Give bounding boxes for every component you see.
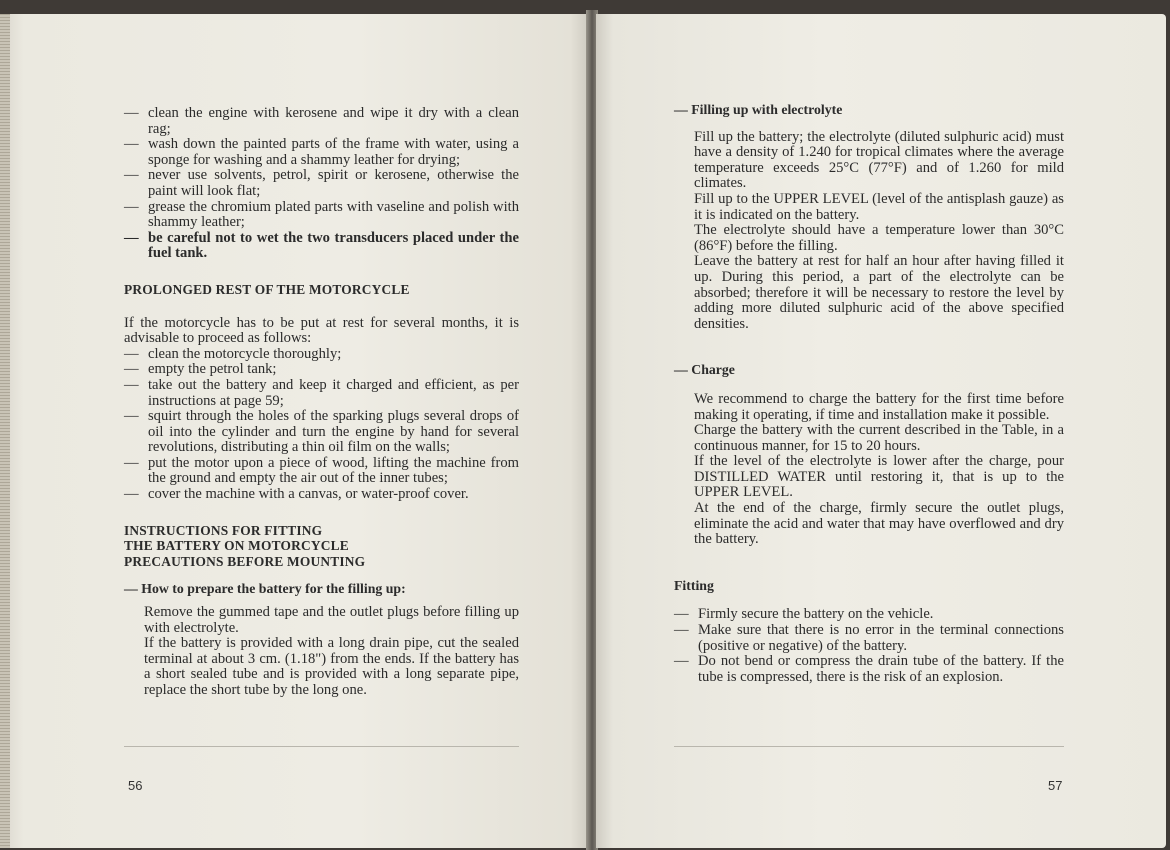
list-item-text: Make sure that there is no error in the terminal connections (positive or negative) of the battery. — [698, 622, 1064, 654]
list-item-text: put the motor upon a piece of wood, lifting the machine from the ground and empty the air out of the inner tubes; — [148, 454, 519, 487]
cleaning-list — [124, 106, 519, 262]
list-item: — Make sure that there is no error in the terminal connections (positive or negative) of the battery. — [674, 622, 1064, 654]
list-item-text: wash down the painted parts of the frame with water, using a sponge for washing and a shammy leather for drying; — [148, 136, 519, 168]
heading-prolonged-rest: PROLONGED REST OF THE MOTORCYCLE — [124, 281, 410, 297]
filling-paragraph-4: Leave the battery at rest for half an hour after having filled it up. During this period, a part of the electrolyte can be absorbed; therefore it will be necessary to restore the level by adding more diluted sulphuric acid of the above specified densities. — [694, 253, 1064, 332]
list-item-text: take out the battery and keep it charged and efficient, as per instructions at page 59; — [148, 376, 519, 409]
filling-paragraph-3: The electrolyte should have a temperature lower than 30°C (86°F) before the filling. — [694, 222, 1064, 254]
page-number: 57 — [1048, 778, 1063, 793]
right-column — [674, 102, 1064, 685]
list-item-warning: — be careful not to wet the two transducers placed under the fuel tank. — [124, 229, 519, 262]
list-item-text: Firmly secure the battery on the vehicle. — [698, 606, 934, 623]
list-item: — take out the battery and keep it charged and efficient, as per instructions at page 59; — [124, 376, 519, 409]
charge-paragraph-3: If the level of the electrolyte is lower after the charge, pour DISTILLED WATER until restoring it, that is up to the UPPER LEVEL. — [694, 453, 1064, 501]
list-item: — empty the petrol tank; — [124, 361, 277, 378]
list-item-text: never use solvents, petrol, spirit or kerosene, otherwise the paint will look flat; — [148, 167, 519, 199]
heading-instructions: INSTRUCTIONS FOR FITTING THE BATTERY ON MOTORCYCLE PRECAUTIONS BEFORE MOUNTING — [124, 522, 366, 569]
list-item: — Firmly secure the battery on the vehicle. — [674, 606, 934, 623]
list-item-text: empty the petrol tank; — [148, 361, 277, 378]
list-item: — Do not bend or compress the drain tube of the battery. If the tube is compressed, there is the risk of an explosion. — [674, 653, 1064, 685]
list-item: — cover the machine with a canvas, or water-proof cover. — [124, 486, 469, 503]
left-column — [124, 106, 519, 699]
list-item: — squirt through the holes of the sparking plugs several drops of oil into the cylinder and turn the engine by hand for several revolutions, distributing a thin oil film on the walls; — [124, 408, 519, 456]
list-item: — wash down the painted parts of the frame with water, using a sponge for washing and a shammy leather for drying; — [124, 136, 519, 168]
list-item: — clean the motorcycle thoroughly; — [124, 345, 342, 362]
filling-paragraph-1: Fill up the battery; the electrolyte (diluted sulphuric acid) must have a density of 1.240 for tropical climates where the average temperature exceeds 25°C (77°F) and of 1.260 for mild climates. — [694, 128, 1064, 192]
charge-section — [674, 392, 1064, 548]
list-item: — never use solvents, petrol, spirit or kerosene, otherwise the paint will look flat; — [124, 167, 519, 199]
fitting-list — [674, 607, 1064, 685]
subheading-fitting: Fitting — [674, 577, 714, 593]
subheading-prepare: — How to prepare the battery for the filling up: — [124, 581, 406, 597]
list-item-text: Do not bend or compress the drain tube of the battery. If the tube is compressed, there is the risk of an explosion. — [698, 653, 1064, 685]
list-item-text: clean the motorcycle thoroughly; — [148, 345, 342, 362]
left-page — [0, 14, 588, 848]
rest-intro: If the motorcycle has to be put at rest for several months, it is advisable to proceed as follows: — [124, 314, 519, 347]
prepare-paragraph-1: Remove the gummed tape and the outlet plugs before filling up with electrolyte. — [144, 604, 519, 636]
charge-paragraph-1: We recommend to charge the battery for the first time before making it operating, if time and installation make it possible. — [694, 390, 1064, 423]
list-item: — grease the chromium plated parts with vaseline and polish with shammy leather; — [124, 198, 519, 231]
list-item-text: clean the engine with kerosene and wipe it dry with a clean rag; — [148, 105, 519, 137]
footer-divider — [124, 746, 519, 747]
rest-list — [124, 347, 519, 503]
prepare-paragraph-2: If the battery is provided with a long drain pipe, cut the sealed terminal at about 3 cm. (1.18") from the ends. If the battery has a short sealed tube and is provided with a long separate pipe, replace the short tube by the long one. — [144, 635, 519, 698]
list-item: — clean the engine with kerosene and wipe it dry with a clean rag; — [124, 105, 519, 137]
list-item-text: squirt through the holes of the sparking plugs several drops of oil into the cylinder and turn the engine by hand for several revolutions, distributing a thin oil film on the walls; — [148, 408, 519, 456]
page-edges — [0, 14, 10, 848]
charge-paragraph-4: At the end of the charge, firmly secure the outlet plugs, eliminate the acid and water that may have overflowed and dry the battery. — [694, 500, 1064, 548]
list-item-text: grease the chromium plated parts with vaseline and polish with shammy leather; — [148, 198, 519, 231]
charge-paragraph-2: Charge the battery with the current described in the Table, in a continuous manner, for 15 to 20 hours. — [694, 422, 1064, 454]
filling-section — [674, 130, 1064, 333]
footer-divider — [674, 746, 1064, 747]
subheading-filling: — Filling up with electrolyte — [674, 102, 843, 117]
subheading-charge: — Charge — [674, 362, 735, 378]
list-item-text: cover the machine with a canvas, or water-proof cover. — [148, 486, 469, 503]
page-number: 56 — [128, 778, 143, 793]
right-page — [596, 14, 1166, 848]
list-item: — put the motor upon a piece of wood, lifting the machine from the ground and empty the air out of the inner tubes; — [124, 454, 519, 487]
filling-paragraph-2: Fill up to the UPPER LEVEL (level of the antisplash gauze) as it is indicated on the battery. — [694, 190, 1064, 223]
list-item-text: be careful not to wet the two transducers placed under the fuel tank. — [148, 229, 519, 262]
